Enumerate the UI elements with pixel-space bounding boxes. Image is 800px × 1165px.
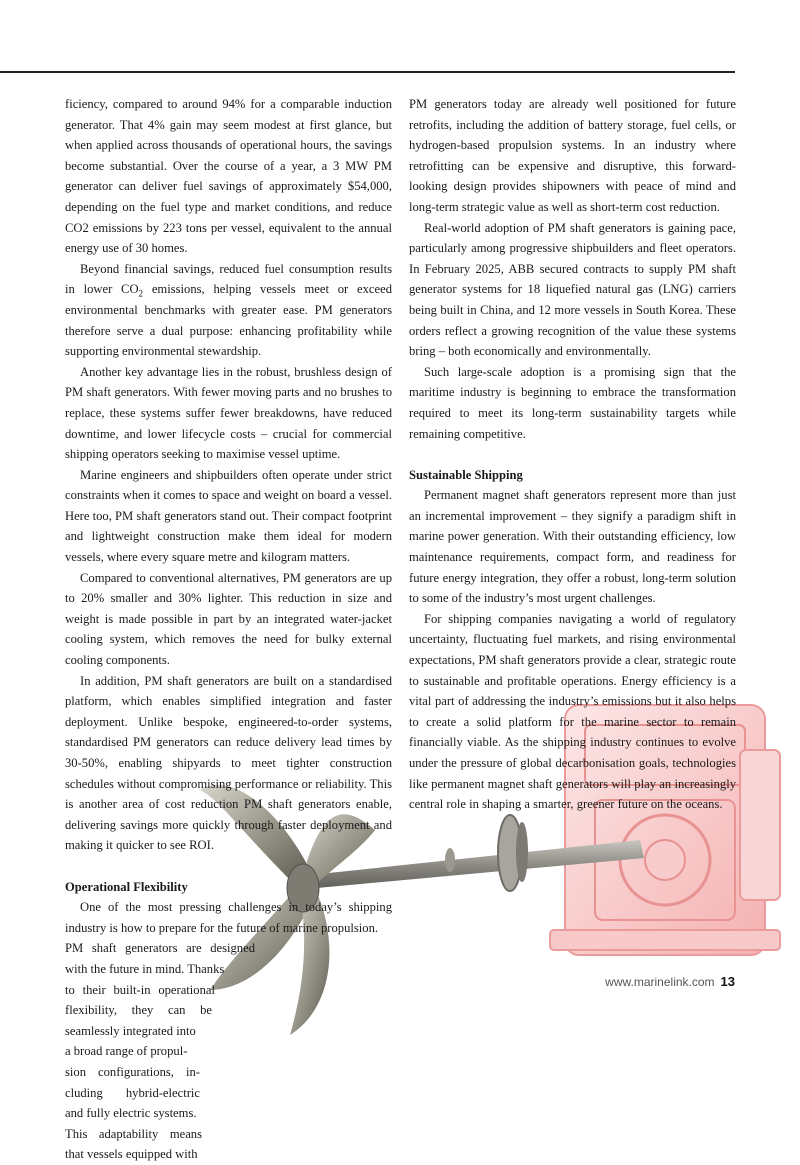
text-line: a broad range of propul-	[65, 1044, 188, 1059]
section-heading: Operational Flexibility	[65, 879, 188, 894]
paragraph: Another key advantage lies in the robust, brushless design of PM shaft generators. With fewer moving parts and no brushes to replace, these systems suffer fewer breakdowns, have reduced downtime, and lower lifecycle costs – crucial for commercial shipping operators seeking to maximise vessel uptime.	[65, 364, 392, 462]
text-line: and fully electric systems.	[65, 1106, 197, 1121]
text-line: PM shaft generators are designed	[65, 941, 255, 956]
website-url: www.marinelink.com	[605, 975, 715, 989]
text-line: with the future in mind. Thanks	[65, 961, 225, 976]
text-line: to their built-in operational	[65, 982, 215, 997]
left-column	[65, 94, 392, 1165]
page-footer	[605, 974, 735, 989]
text-line: flexibility, they can be	[65, 1003, 212, 1018]
top-rule	[0, 71, 735, 73]
paragraph: Marine engineers and shipbuilders often operate under strict constraints when it comes to space and weight on board a vessel. Here too, PM shaft generators stand out. Their compact footprint and lightweight construction make them ideal for modern vessels, where every square metre and kilogram matters.	[65, 467, 392, 565]
paragraph: In addition, PM shaft generators are built on a standardised platform, which enables simplified integration and faster deployment. Unlike bespoke, engineered-to-order systems, standardised PM generators can reduce delivery lead times by 30-50%, enabling shipyards to meet tighter construction schedules without compromising performance or reliability. This is another area of cost reduction PM shaft generators enable, delivering savings more quickly through faster deployment and making it quicker to see ROI.	[65, 673, 392, 853]
paragraph: Permanent magnet shaft generators represent more than just an incremental improvement – they signify a paradigm shift in marine power generation. With their outstanding efficiency, low maintenance requirements, compact form, and readiness for future energy integration, they offer a robust, long-term solution to some of the industry’s most urgent challenges.	[409, 488, 736, 606]
paragraph: Such large-scale adoption is a promising sign that the maritime industry is beginning to embrace the transformation required to meet its long-term sustainability targets while remaining competitive.	[409, 364, 736, 441]
text-line: that vessels equipped with	[65, 1147, 198, 1162]
text-line: cluding hybrid-electric	[65, 1085, 200, 1100]
paragraph: PM generators today are already well positioned for future retrofits, including the addition of battery storage, fuel cells, or hydrogen-based propulsion systems. In an industry where retrofitting can be expensive and disruptive, this forward-looking design provides shipowners with peace of mind and long-term strategic value as well as short-term cost reduction.	[409, 97, 736, 214]
paragraph: ficiency, compared to around 94% for a comparable induction generator. That 4% gain may seem modest at first glance, but when applied across thousands of operational hours, the savings become substantial. Over the course of a year, a 3 MW PM generator can deliver fuel savings of approximately $54,000, depending on the fuel type and market conditions, and reduce CO2 emissions by 223 tons per vessel, equivalent to the annual energy use of 30 homes.	[65, 97, 392, 256]
text-line: sion configurations, in-	[65, 1064, 200, 1079]
paragraph: Beyond financial savings, reduced fuel consumption results in lower $CO_2$ emissions, helping vessels meet or exceed environmental benchmarks with greater ease. PM generators therefore serve a dual purpose: enhancing profitability while supporting environmental stewardship.	[65, 261, 392, 359]
section-heading: Sustainable Shipping	[409, 467, 523, 482]
right-column	[409, 94, 736, 815]
paragraph: One of the most pressing challenges in today’s shipping industry is how to prepare for the future of marine propulsion.	[65, 900, 392, 935]
text-line: seamlessly integrated into	[65, 1023, 196, 1038]
text-line: This adaptability means	[65, 1126, 202, 1141]
page-number: 13	[720, 974, 735, 989]
paragraph: Real-world adoption of PM shaft generators is gaining pace, particularly among progressive shipbuilders and fleet operators. In February 2025, ABB secured contracts to supply PM shaft generator systems for 18 liquefied natural gas (LNG) carriers being built in China, and 12 more vessels in South Korea. These orders reflect a growing recognition of the value these systems bring – both economically and environmentally.	[409, 220, 736, 359]
wrapped-text	[65, 938, 255, 1165]
paragraph: Compared to conventional alternatives, PM generators are up to 20% smaller and 30% lighter. This reduction in size and weight is made possible in part by an integrated water-jacket cooling system, which removes the need for bulky external cooling components.	[65, 570, 392, 668]
paragraph: For shipping companies navigating a world of regulatory uncertainty, fluctuating fuel markets, and rising environmental expectations, PM shaft generators provide a clear, strategic route to sustainable and profitable operations. Energy efficiency is a vital part of addressing the industry’s emissions but it also helps to create a solid platform for the marine sector to remain financially viable. As the shipping industry continues to evolve under the pressure of global decarbonisation goals, technologies like permanent magnet shaft generators will play an increasingly central role in shaping a smarter, greener future on the oceans.	[409, 611, 736, 812]
